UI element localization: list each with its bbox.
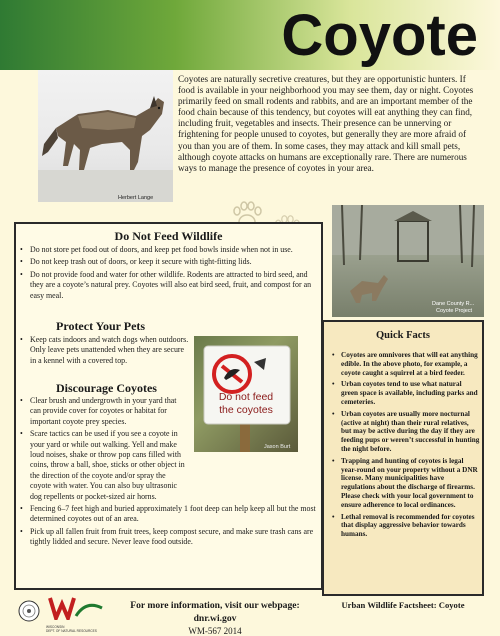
sign-text-line2: the coyotes: [219, 404, 273, 416]
section-heading-pets: Protect Your Pets: [56, 319, 146, 333]
dnr-logo-icon: [46, 596, 106, 620]
quick-facts-box: [322, 320, 484, 596]
fact-item: • Trapping and hunting of coyotes is legal year-round on your property without a DNR license. Many municipalities have regulations about the discharge of firearms. Please check with your local government to ensure adherence to local ordinances.: [332, 457, 480, 510]
list-item: • Do not keep trash out of doors, or keep it secure with tight-fitting lids.: [19, 257, 319, 267]
no-feed-sign-illustration: [194, 336, 298, 452]
photo-credit-sign: Jason Burt: [264, 444, 291, 450]
photo-credit-coyote: Herbert Lange: [118, 195, 154, 201]
pets-list: [19, 335, 191, 368]
section-heading-discourage: Discourage Coyotes: [56, 381, 157, 395]
more-info-text: For more information, visit our webpage:: [130, 600, 300, 611]
website-link[interactable]: dnr.wi.gov: [193, 613, 237, 624]
state-seal-icon: [18, 600, 40, 622]
list-item: • Clear brush and undergrowth in your yard that can provide cover for coyotes or habitat for important coyote prey species.: [19, 396, 188, 427]
list-item: • Fencing 6–7 feet high and buried approximately 1 foot deep can help keep all but the most determined coyotes out of an area.: [19, 504, 319, 525]
factsheet-series: Urban Wildlife Factsheet: Coyote: [341, 600, 465, 610]
list-item: • Pick up all fallen fruit from fruit trees, keep compost secure, and make sure trash cans are tightly lidded and secure. Never leave food outside.: [19, 527, 319, 548]
intro-paragraph: Coyotes are naturally secretive creatures, but they are opportunistic hunters. If food is available in your neighborhood you may see them, day or night. Coyotes primarily feed on small rodents and rabbits, and are an important member of the food chain because of this tendency, but coyotes will eat anything they can find, including fruit, vegetables and insects. Their presence can be unnerving or frightening for people unused to coyotes, but generally they are more afraid of you than you are of them. In some cases, they may attack and kill small pets, although coyote attacks on humans are exceptionally rare. There are numerous ways to manage the presence of coyotes in your area.: [178, 74, 474, 173]
photo-credit-trap-line1: Dane County R...: [432, 301, 475, 307]
dnr-logo: [46, 596, 106, 632]
coyote-trap-photo: [332, 205, 484, 317]
coyote-illustration: [38, 70, 173, 202]
list-item: • Do not store pet food out of doors, and keep pet food bowls inside when not in use.: [19, 245, 319, 255]
fact-item: • Coyotes are omnivores that will eat anything edible. In the above photo, for example, a coyote caught a squirrel at a bird feeder.: [332, 351, 480, 377]
section-heading-feed: Do Not Feed Wildlife: [114, 229, 223, 243]
sign-text-line1: Do not feed: [218, 391, 274, 403]
page-title: Coyote: [281, 3, 478, 68]
fact-item: • Urban coyotes are usually more nocturnal (active at night) than their rural relatives, but may be active during the day if they are feeding pups or weren’t successful in hunting the night before.: [332, 410, 480, 454]
dnr-logo-label-line2: DEPT. OF NATURAL RESOURCES: [46, 629, 97, 633]
document-number: WM-567 2014: [188, 626, 242, 636]
quick-facts-heading: Quick Facts: [376, 330, 430, 341]
list-item: • Do not provide food and water for other wildlife. Rodents are attracted to bird seed, and they are a coyote’s natural prey. Coyotes will also eat bird seed, fruit, and compost for an easy meal.: [19, 270, 319, 301]
coyote-photo: [38, 70, 173, 202]
fact-item: • Lethal removal is recommended for coyotes that display aggressive behavior towards humans.: [332, 513, 480, 539]
list-item-text: • Scare tactics can be used if you see a coyote in your yard or while out walking. Yell and make loud noises, shake or throw pop cans filled with coins, throw a ball, shoe, sticks or other object in the direction of the coyote and/or spray the coyote with water. You can also buy ultrasonic dog repellents or pocket-sized air horns.: [30, 429, 185, 501]
dnr-logo-label-line1: WISCONSIN: [46, 625, 65, 629]
feed-list: [19, 245, 319, 303]
sign-photo: [194, 336, 298, 452]
photo-credit-trap-line2: Coyote Project: [436, 308, 473, 314]
list-item: • Keep cats indoors and watch dogs when outdoors. Only leave pets unattended when they are secure in a kennel with a covered top.: [19, 335, 191, 366]
fact-item: • Urban coyotes tend to use what natural green space is available, including parks and cemeteries.: [332, 380, 480, 406]
quick-facts-list: [332, 351, 480, 542]
